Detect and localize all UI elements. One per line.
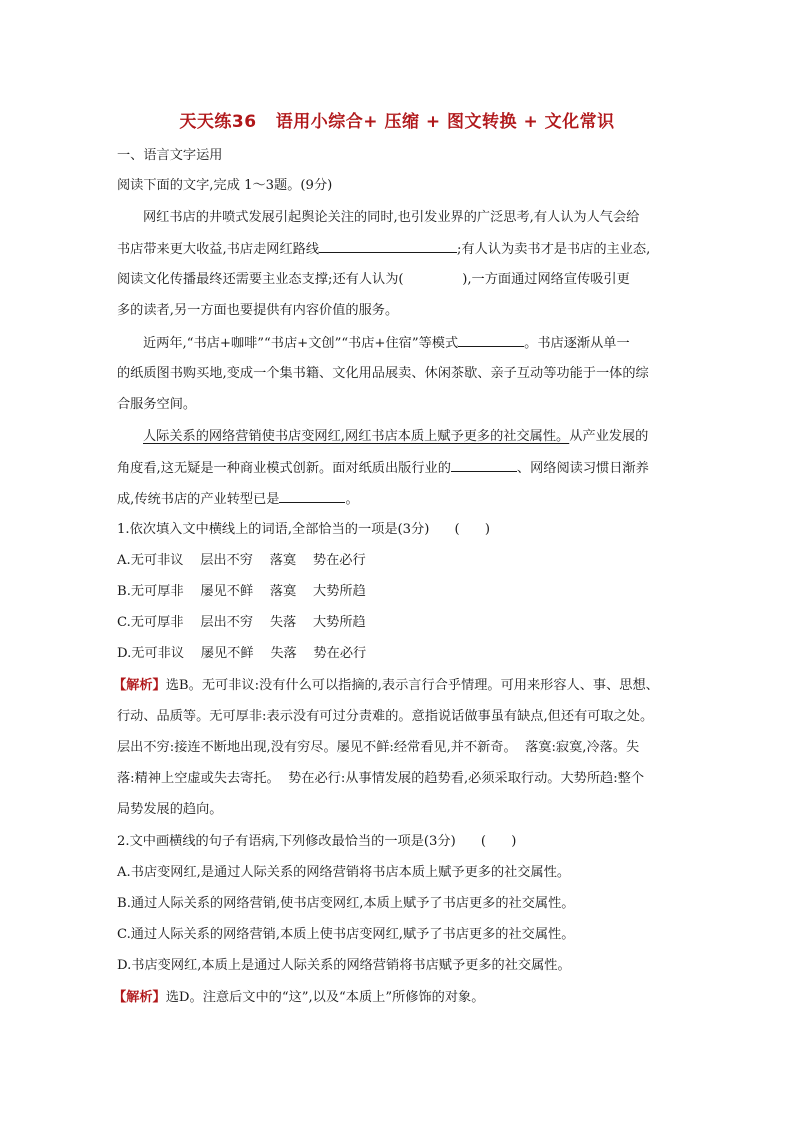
question-1-stem: 1.依次填入文中横线上的词语,全部恰当的一项是(3分) ( ) (117, 522, 490, 537)
reading-instruction: 阅读下面的文字,完成 1～3题。(9分) (117, 178, 333, 193)
passage-p3-line3 (117, 490, 359, 509)
q1-option-b: B.无可厚非 屡见不鲜 落寞 大势所趋 (117, 584, 366, 599)
analysis-text: 选B。无可非议:没有什么可以指摘的,表示言行合乎情理。可用来形容人、事、思想、 (165, 678, 659, 693)
passage-text: 、网络阅读习惯日渐养 (516, 461, 649, 476)
passage-p2-line3: 合服务空间。 (117, 397, 197, 412)
q1-analysis-line3: 层出不穷:接连不断地出现,没有穷尽。屡见不鲜:经常看见,并不新奇。 落寞:寂寞,冷落。失 (117, 740, 640, 755)
passage-p1-line1: 网红书店的井喷式发展引起舆论关注的同时,也引发业界的广泛思考,有人认为人气会给 (143, 210, 640, 225)
passage-text: 。 (345, 492, 359, 507)
passage-p3-line1 (143, 428, 648, 446)
fill-blank (451, 459, 517, 472)
passage-text: 。书店逐渐从单一 (524, 336, 630, 351)
passage-text: 从产业发展的 (569, 429, 649, 444)
q1-analysis-line2: 行动、品质等。无可厚非:表示没有可过分责难的。意指说话做事虽有缺点,但还有可取之处。 (117, 709, 654, 724)
q1-option-c: C.无可厚非 层出不穷 失落 大势所趋 (117, 615, 366, 630)
fill-blank (458, 334, 524, 347)
analysis-tag: 【解析】 (113, 990, 166, 1005)
passage-p2-line1 (143, 334, 630, 353)
question-2-stem: 2.文中画横线的句子有语病,下列修改最恰当的一项是(3分) ( ) (117, 834, 517, 849)
q1-analysis-line1 (113, 677, 659, 695)
q1-option-d: D.无可非议 屡见不鲜 失落 势在必行 (117, 646, 367, 661)
q2-option-a: A.书店变网红,是通过人际关系的网络营销将书店本质上赋予更多的社交属性。 (117, 865, 571, 880)
q2-analysis-line1 (113, 989, 484, 1007)
section-heading: 一、语言文字运用 (117, 148, 223, 163)
passage-text: 成,传统书店的产业转型已是 (117, 492, 280, 507)
passage-p3-line2 (117, 459, 649, 478)
q1-analysis-line5: 局势发展的趋向。 (117, 802, 223, 817)
q2-option-b: B.通过人际关系的网络营销,使书店变网红,本质上赋予了书店更多的社交属性。 (117, 896, 575, 911)
analysis-tag: 【解析】 (113, 678, 166, 693)
passage-p1-line4: 多的读者,另一方面也要提供有内容价值的服务。 (117, 303, 399, 318)
passage-text: 近两年,“书店+咖啡”“书店+文创”“书店+住宿”等模式 (143, 336, 459, 351)
passage-text: 角度看,这无疑是一种商业模式创新。面对纸质出版行业的 (117, 461, 451, 476)
passage-p1-line2 (117, 240, 650, 259)
q2-option-c: C.通过人际关系的网络营销,本质上使书店变网红,赋予了书店更多的社交属性。 (117, 927, 575, 942)
fill-blank (319, 240, 457, 253)
q2-option-d: D.书店变网红,本质上是通过人际关系的网络营销将书店赋予更多的社交属性。 (117, 958, 571, 973)
page-title: 天天练36 语用小综合+ 压缩 + 图文转换 + 文化常识 (179, 112, 615, 132)
underlined-sentence: 人际关系的网络营销使书店变网红,网红书店本质上赋予更多的社交属性。 (143, 429, 570, 444)
fill-blank (279, 490, 345, 503)
q1-option-a: A.无可非议 层出不穷 落寞 势在必行 (117, 553, 366, 568)
analysis-text: 选D。注意后文中的“这”,以及“本质上”所修饰的对象。 (165, 990, 485, 1005)
passage-p1-line3: 阅读文化传播最终还需要主业态支撑;还有人认为( ),一方面通过网络宣传吸引更 (117, 272, 630, 287)
passage-text: 书店带来更大收益,书店走网红路线 (117, 242, 320, 257)
passage-p2-line2: 的纸质图书购买地,变成一个集书籍、文化用品展卖、休闲茶歇、亲子互动等功能于一体的综 (117, 366, 649, 381)
q1-analysis-line4: 落:精神上空虚或失去寄托。 势在必行:从事情发展的趋势看,必须采取行动。大势所趋:整个 (117, 771, 645, 786)
passage-text: ;有人认为卖书才是书店的主业态, (457, 242, 651, 257)
